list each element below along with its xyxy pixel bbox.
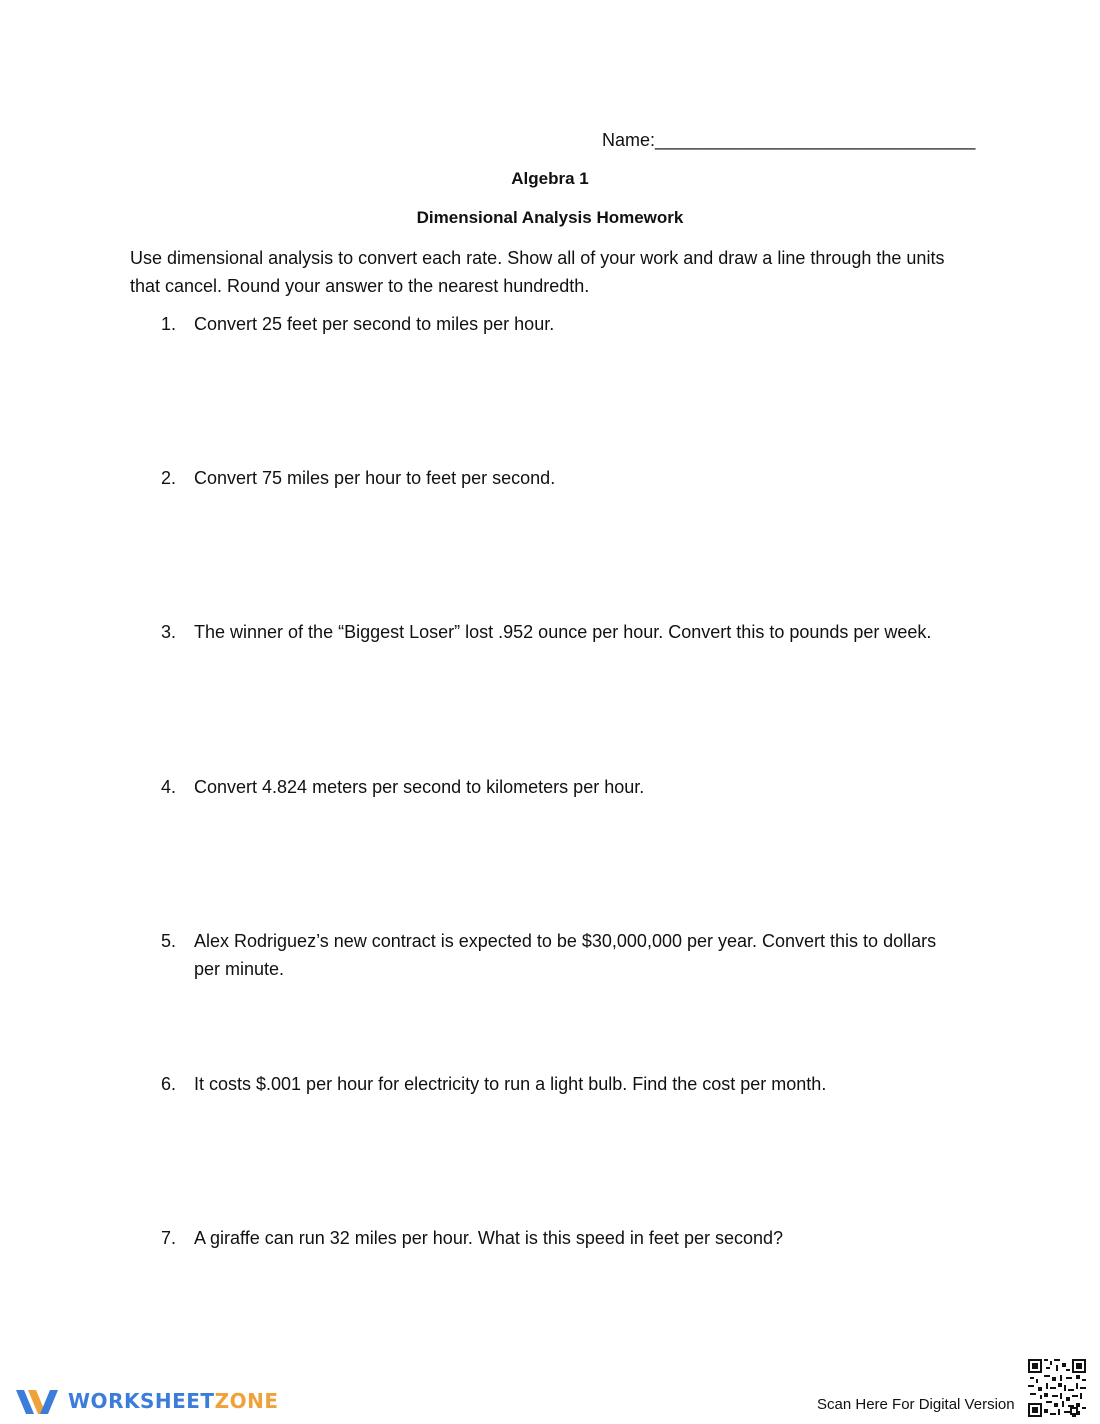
- question-text: It costs $.001 per hour for electricity to run a light bulb. Find the cost per month.: [194, 1074, 827, 1094]
- qr-code-icon[interactable]: [1028, 1359, 1086, 1417]
- question-number: 3.: [161, 622, 177, 642]
- question-text: A giraffe can run 32 miles per hour. What is this speed in feet per second?: [194, 1228, 784, 1248]
- brand-name: [68, 1389, 278, 1413]
- question-item: [161, 927, 961, 983]
- question-text: Convert 25 feet per second to miles per hour.: [194, 314, 555, 334]
- question-number: 7.: [161, 1228, 177, 1248]
- page-title: Dimensional Analysis Homework: [416, 208, 684, 227]
- question-number: 4.: [161, 777, 177, 797]
- instructions-paragraph: Use dimensional analysis to convert each rate. Show all of your work and draw a line through the units that cancel. Round your answer to the nearest hundredth.: [130, 248, 945, 296]
- name-field-label: Name:________________________________: [602, 130, 976, 150]
- question-text: Alex Rodriguez’s new contract is expected to be $30,000,000 per year. Convert this to dollars per minute.: [194, 931, 937, 979]
- question-item: [161, 1070, 961, 1098]
- question-item: [161, 310, 961, 338]
- brand-name-part2: ZONE: [214, 1389, 279, 1413]
- question-number: 2.: [161, 468, 177, 488]
- question-number: 5.: [161, 931, 177, 951]
- question-item: [161, 773, 961, 801]
- question-item: [161, 464, 961, 492]
- question-text: Convert 75 miles per hour to feet per second.: [194, 468, 556, 488]
- question-text: The winner of the “Biggest Loser” lost .952 ounce per hour. Convert this to pounds per week.: [194, 622, 932, 642]
- worksheetzone-logo[interactable]: [14, 1383, 278, 1419]
- question-number: 6.: [161, 1074, 177, 1094]
- worksheetzone-w-icon: [14, 1384, 60, 1418]
- brand-name-part1: WORKSHEET: [68, 1389, 215, 1413]
- question-item: [161, 618, 961, 646]
- question-item: [161, 1224, 961, 1252]
- course-heading: Algebra 1: [511, 169, 589, 188]
- question-text: Convert 4.824 meters per second to kilometers per hour.: [194, 777, 645, 797]
- scan-caption: Scan Here For Digital Version: [817, 1396, 1015, 1413]
- question-number: 1.: [161, 314, 177, 334]
